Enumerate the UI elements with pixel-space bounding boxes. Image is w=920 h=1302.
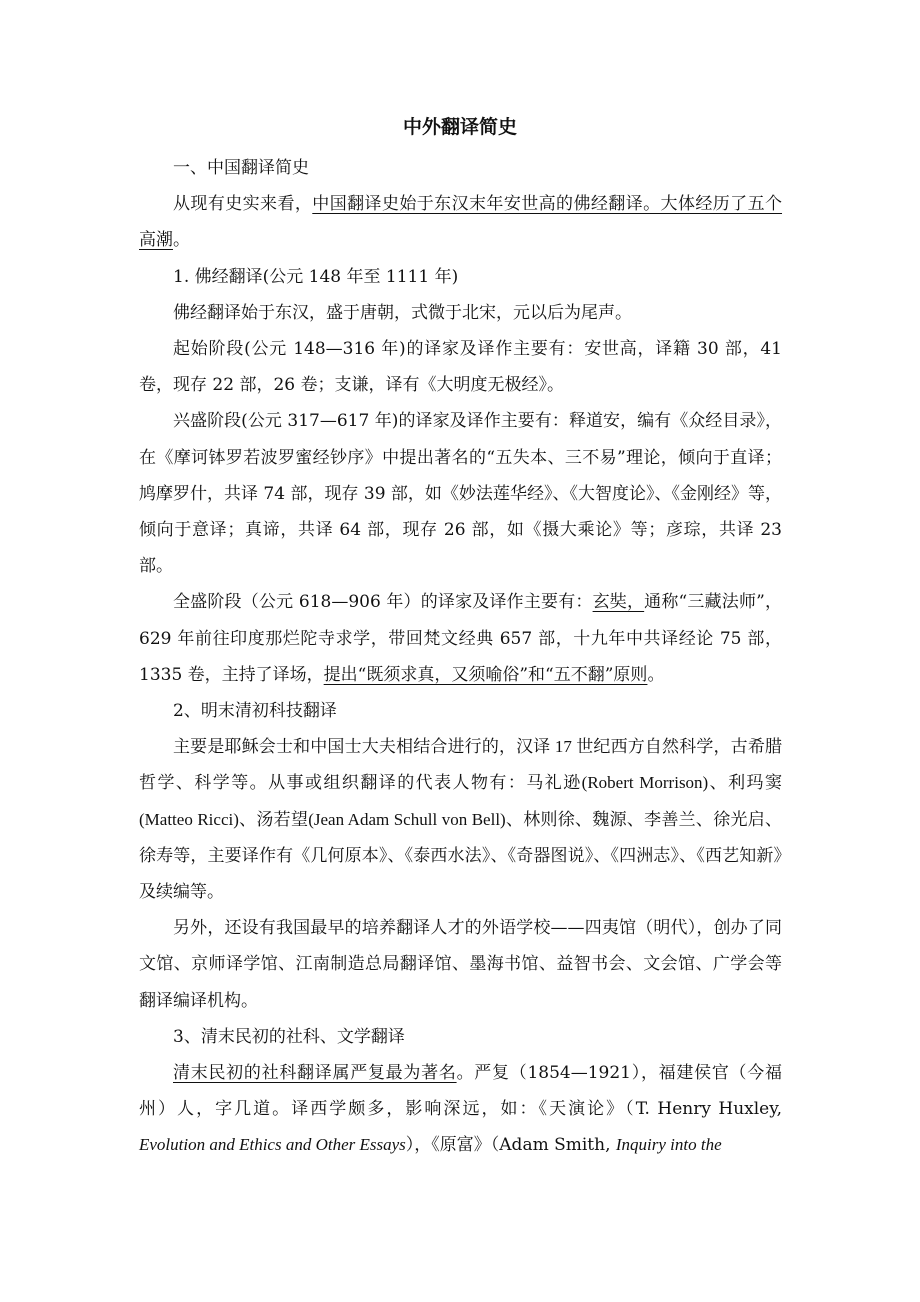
subheading-late-qing-literature: 3、清末民初的社科、文学翻译 <box>173 1026 405 1047</box>
section-heading-china: 一、中国翻译简史 <box>173 158 309 178</box>
peak-text-c: 。 <box>647 664 665 685</box>
xuanzang-underlined: 玄奘， <box>592 592 645 613</box>
intro-paragraph <box>139 186 782 258</box>
translation-schools-paragraph: 另外，还设有我国最早的培养翻译人才的外语学校——四夷馆（明代），创办了同文馆、京师译学馆、江南制造总局翻译馆、墨海书馆、益智书会、文会馆、广学会等翻译编译机构。 <box>139 918 782 1011</box>
smith-book-title: Inquiry into the <box>615 1135 722 1155</box>
peak-stage-paragraph <box>139 584 782 693</box>
initial-stage-paragraph: 起始阶段(公元 148—316 年)的译家及译作主要有：安世高，译籍 30 部，41 卷，现存 22 部，26 卷；支谦，译有《大明度无极经》。 <box>139 339 782 396</box>
peak-text-a: 全盛阶段（公元 618—906 年）的译家及译作主要有： <box>173 592 593 613</box>
principle-underlined: 提出“既须求真，又须喻俗”和“五不翻”原则 <box>323 664 648 685</box>
document-body <box>139 150 782 1164</box>
huxley-book-title: Evolution and Ethics and Other Essays <box>139 1135 406 1155</box>
intro-text-a: 从现有史实来看， <box>173 194 313 215</box>
qing-text-a: 。严复（1854—1921），福建侯官（今福州）人，字几道。译西学颇多，影响深远，如：《天演论》（T. Henry Huxley, <box>139 1063 783 1120</box>
intro-text-b: 。 <box>173 230 190 251</box>
peak-text-b: 通称“三藏法师”，629 年前往印度那烂陀寺求学，带回梵文经典 657 部，十九年中共译经论 75 部，1335 卷，主持了译场， <box>139 592 783 685</box>
subheading-ming-qing-science: 2、明末清初科技翻译 <box>173 701 337 722</box>
ming-qing-paragraph: 主要是耶稣会士和中国士大夫相结合进行的，汉译 17 世纪西方自然科学，古希腊哲学、科学等。从事或组织翻译的代表人物有：马礼逊(Robert Morrison)、利玛窦(Matteo Ricci)、汤若望(Jean Adam Schull von Bell)、林则徐、魏源、李善兰、徐光启、徐寿等，主要译作有《几何原本》、《泰西水法》、《奇器图说》、《四洲志》、《西艺知新》及续编等。 <box>139 737 782 902</box>
page-title: 中外翻译简史 <box>402 116 517 138</box>
intro-underlined-text: 中国翻译史始于东汉末年安世高的佛经翻译。大体经历了五个高潮 <box>139 194 783 251</box>
yanfu-underlined: 清末民初的社科翻译属严复最为著名 <box>173 1063 457 1084</box>
buddhist-overview-paragraph: 佛经翻译始于东汉，盛于唐朝，式微于北宋，元以后为尾声。 <box>173 302 632 323</box>
qing-text-b: ），《原富》（Adam Smith, <box>405 1135 616 1156</box>
late-qing-paragraph <box>139 1055 782 1164</box>
flourishing-stage-paragraph: 兴盛阶段(公元 317—617 年)的译家及译作主要有：释道安，编有《众经目录》，在《摩诃钵罗若波罗蜜经钞序》中提出著名的“五失本、三不易”理论，倾向于直译；鸠摩罗什，共译 74 部，现存 39 部，如《妙法莲华经》、《大智度论》、《金刚经》等，倾向于意译；真谛，共译 64 部，现存 26 部，如《摄大乘论》等；彦琮，共译 23 部。 <box>139 411 782 577</box>
subheading-buddhist-translation: 1. 佛经翻译(公元 148 年至 1111 年) <box>173 266 459 287</box>
